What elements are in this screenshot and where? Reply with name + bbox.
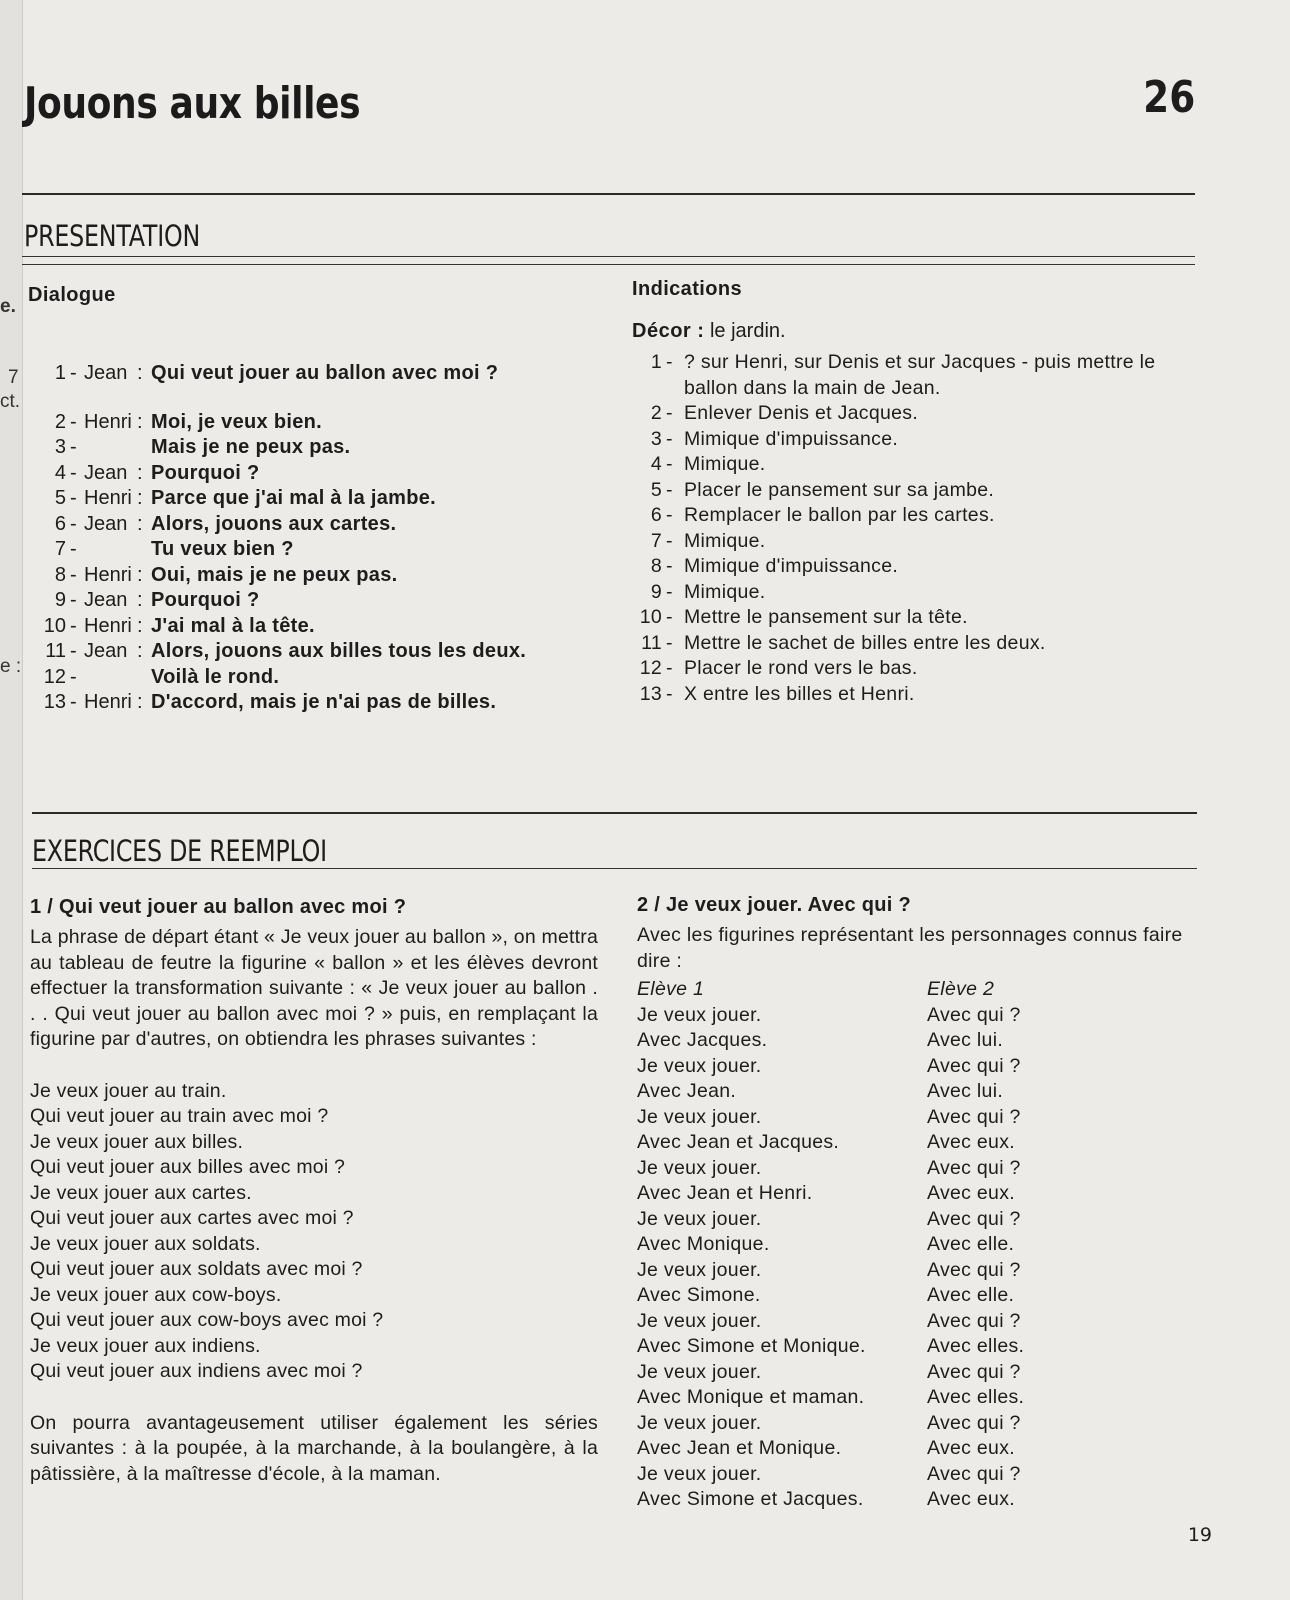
- left-page-edge: [0, 0, 23, 1600]
- margin-bleed-text: e.: [0, 296, 16, 317]
- example-sentence: Qui veut jouer aux billes avec moi ?: [30, 1156, 346, 1178]
- student-2-line: Avec eux.: [927, 1437, 1015, 1459]
- speaker-colon: :: [137, 487, 143, 509]
- example-sentence: Qui veut jouer aux indiens avec moi ?: [30, 1360, 363, 1382]
- dialogue-pair: [637, 1436, 1207, 1462]
- dialogue-text: Mais je ne peux pas.: [151, 436, 351, 458]
- indication-dash: -: [666, 529, 673, 552]
- exercise-2: [637, 894, 1207, 1513]
- line-dash: -: [70, 614, 77, 637]
- indication-item: [632, 631, 1212, 657]
- student-1-line: Je veux jouer.: [637, 1207, 762, 1230]
- indication-dash: -: [666, 427, 673, 450]
- student-2-line: Avec qui ?: [927, 1003, 1021, 1026]
- indication-text: Mimique d'impuissance.: [684, 427, 899, 450]
- dialogue-pair: [637, 1258, 1207, 1284]
- indication-text: Mimique.: [684, 529, 766, 552]
- dialogue-line: [26, 513, 606, 539]
- student-1-line: Avec Jean et Jacques.: [637, 1131, 840, 1153]
- dialogue-line: [26, 436, 606, 462]
- indication-dash: -: [666, 606, 673, 628]
- indication-number: 7: [650, 529, 662, 552]
- dialogue-pair: [637, 1385, 1207, 1411]
- speaker-colon: :: [137, 589, 143, 611]
- section-heading-presentation: PRESENTATION: [24, 219, 200, 253]
- indication-text: Mettre le pansement sur la tête.: [684, 606, 968, 628]
- indication-number: 11: [641, 631, 662, 654]
- speaker-colon: :: [137, 640, 143, 662]
- speaker: Jean: [84, 589, 128, 611]
- margin-bleed-text: ct.: [0, 391, 21, 412]
- divider: [22, 264, 1195, 265]
- line-number: 8: [54, 563, 66, 586]
- indication-dash: -: [666, 453, 673, 475]
- indication-number: 6: [650, 504, 662, 526]
- indication-dash: -: [666, 580, 673, 603]
- line-dash: -: [70, 563, 77, 586]
- dialogue-pair: [637, 1105, 1207, 1131]
- dialogue-pair: [637, 1207, 1207, 1233]
- indication-number: 9: [650, 580, 662, 603]
- dialogue-line: [26, 640, 606, 666]
- example-sentence: Je veux jouer aux cow-boys.: [30, 1283, 282, 1306]
- student-2-line: Avec elle.: [927, 1233, 1015, 1255]
- margin-bleed-text: e :: [0, 656, 22, 677]
- speaker: Henri: [84, 691, 132, 713]
- line-number: 6: [54, 512, 66, 535]
- speaker: Jean: [84, 461, 128, 484]
- student-2-line: Avec qui ?: [927, 1156, 1021, 1179]
- speaker-colon: :: [137, 691, 143, 713]
- col1-label: Elève 1: [637, 978, 705, 1000]
- dialogue-pair: [637, 1462, 1207, 1488]
- dialogue-line: [26, 362, 606, 388]
- student-1-line: Je veux jouer.: [637, 1309, 762, 1332]
- example-sentence: Qui veut jouer aux cartes avec moi ?: [30, 1207, 354, 1229]
- indication-dash: -: [666, 555, 673, 577]
- page-title: Jouons aux billes: [24, 78, 361, 129]
- exercise-2-title: 2 / Je veux jouer. Avec qui ?: [637, 894, 911, 916]
- indication-item: [632, 605, 1212, 631]
- student-1-line: Avec Simone.: [637, 1284, 761, 1306]
- line-number: 5: [54, 487, 66, 509]
- student-1-line: Je veux jouer.: [637, 1258, 762, 1281]
- line-dash: -: [70, 410, 77, 433]
- indication-text: Mettre le sachet de billes entre les deux.: [684, 631, 1046, 654]
- dialogue-line: [26, 564, 606, 590]
- student-1-line: Je veux jouer.: [637, 1054, 762, 1077]
- line-dash: -: [70, 665, 77, 688]
- student-2-line: Avec eux.: [927, 1182, 1015, 1204]
- student-2-line: Avec qui ?: [927, 1105, 1021, 1128]
- student-2-line: Avec lui.: [927, 1029, 1004, 1051]
- divider: [32, 812, 1197, 814]
- student-2-line: Avec qui ?: [927, 1411, 1021, 1434]
- indication-dash: -: [666, 657, 673, 679]
- example-sentence: Je veux jouer aux cartes.: [30, 1181, 252, 1204]
- dialogue-text: J'ai mal à la tête.: [151, 614, 315, 637]
- student-2-line: Avec qui ?: [927, 1054, 1021, 1077]
- dialogue-pair: [637, 1003, 1207, 1029]
- line-dash: -: [70, 538, 77, 560]
- indication-number: 12: [639, 657, 662, 679]
- indication-text: Placer le pansement sur sa jambe.: [684, 478, 995, 501]
- student-2-line: Avec elles.: [927, 1335, 1025, 1357]
- line-number: 10: [43, 614, 66, 637]
- decor-label: Décor :: [632, 320, 705, 342]
- decor-value: le jardin.: [709, 320, 786, 342]
- speaker-colon: :: [137, 410, 143, 433]
- student-1-line: Je veux jouer.: [637, 1156, 762, 1179]
- dialogue-pair: [637, 1028, 1207, 1054]
- student-2-line: Avec lui.: [927, 1080, 1004, 1102]
- indication-number: 4: [650, 453, 662, 475]
- student-1-line: Avec Jacques.: [637, 1029, 768, 1051]
- line-number: 11: [45, 640, 66, 662]
- pair-header: [637, 977, 1207, 1003]
- student-1-line: Avec Jean et Henri.: [637, 1182, 813, 1204]
- col2-label: Elève 2: [927, 978, 995, 1000]
- line-number: 9: [54, 589, 66, 611]
- indication-text: Mimique.: [684, 453, 766, 475]
- dialogue-text: Voilà le rond.: [151, 665, 280, 688]
- dialogue-line: [26, 411, 606, 437]
- indication-text: Placer le rond vers le bas.: [684, 657, 918, 679]
- indication-number: 10: [639, 606, 662, 628]
- dialogue-line: [26, 691, 606, 717]
- indication-item: [632, 478, 1212, 504]
- indication-dash: -: [666, 402, 673, 424]
- student-2-line: Avec elle.: [927, 1284, 1015, 1306]
- dialogue-text: Pourquoi ?: [151, 461, 260, 484]
- line-number: 4: [54, 461, 66, 484]
- dialogue-text: Parce que j'ai mal à la jambe.: [151, 487, 437, 509]
- exercise-2-pairs: [637, 977, 1207, 1513]
- margin-bleed-text: 7: [8, 367, 19, 388]
- speaker: Jean: [84, 362, 128, 384]
- indication-item: [632, 427, 1212, 453]
- line-dash: -: [70, 362, 77, 384]
- divider: [32, 868, 1197, 869]
- dialogue-pair: [637, 1283, 1207, 1309]
- student-2-line: Avec eux.: [927, 1488, 1015, 1510]
- line-number: 3: [54, 436, 66, 458]
- speaker-colon: :: [137, 512, 143, 535]
- line-number: 13: [43, 691, 66, 713]
- indication-number: 3: [650, 427, 662, 450]
- student-1-line: Je veux jouer.: [637, 1003, 762, 1026]
- student-1-line: Avec Simone et Monique.: [637, 1335, 866, 1357]
- speaker-colon: :: [137, 614, 143, 637]
- example-sentence: Qui veut jouer au train avec moi ?: [30, 1105, 329, 1127]
- exercise-1-intro: La phrase de départ étant « Je veux jouer au ballon », on mettra au tableau de feutre la figurine « ballon » et les élèves devront effectuer la transformation suivante : « Je veux jouer au ballon . . . Qui veut jouer au ballon avec moi ? » puis, en remplaçant la figurine par d'autres, on obtiendra les phrases suivantes :: [30, 926, 598, 1050]
- dialogue-line: [26, 615, 606, 641]
- indication-dash: -: [666, 631, 673, 654]
- student-1-line: Avec Monique et maman.: [637, 1386, 865, 1408]
- line-dash: -: [70, 589, 77, 611]
- speaker: Henri: [84, 487, 132, 509]
- dialogue-line: [26, 666, 606, 692]
- dialogue-pair: [637, 1130, 1207, 1156]
- line-dash: -: [70, 461, 77, 484]
- dialogue-pair: [637, 1309, 1207, 1335]
- example-sentence: Qui veut jouer aux cow-boys avec moi ?: [30, 1309, 384, 1331]
- exercise-1: [30, 896, 598, 1487]
- indication-item: [632, 580, 1212, 606]
- line-dash: -: [70, 512, 77, 535]
- dialogue-line: [26, 487, 606, 513]
- dialogue-pair: [637, 1156, 1207, 1182]
- student-1-line: Avec Jean et Monique.: [637, 1437, 842, 1459]
- example-sentence: Je veux jouer aux soldats.: [30, 1232, 261, 1255]
- indications-list: [632, 350, 1212, 707]
- student-2-line: Avec qui ?: [927, 1207, 1021, 1230]
- line-number: 12: [43, 665, 66, 688]
- student-1-line: Je veux jouer.: [637, 1411, 762, 1434]
- decor-line: [632, 320, 786, 343]
- line-number: 2: [54, 410, 66, 433]
- exercise-1-title: 1 / Qui veut jouer au ballon avec moi ?: [30, 896, 407, 918]
- dialogue-text: Moi, je veux bien.: [151, 410, 322, 433]
- student-2-line: Avec eux.: [927, 1131, 1015, 1153]
- exercise-2-intro: Avec les figurines représentant les personnages connus faire dire :: [637, 924, 1183, 972]
- student-1-line: Avec Simone et Jacques.: [637, 1488, 864, 1510]
- indication-item: [632, 401, 1212, 427]
- example-sentence: Je veux jouer aux indiens.: [30, 1334, 261, 1357]
- dialogue-text: Oui, mais je ne peux pas.: [151, 563, 398, 586]
- student-1-line: Avec Jean.: [637, 1080, 737, 1102]
- dialogue-line: [26, 538, 606, 564]
- indication-item: [632, 529, 1212, 555]
- indication-dash: -: [666, 682, 673, 705]
- section-heading-exercices: EXERCICES DE REEMPLOI: [32, 834, 327, 868]
- student-1-line: Je veux jouer.: [637, 1105, 762, 1128]
- indications-heading: Indications: [632, 278, 742, 300]
- indication-text: X entre les billes et Henri.: [684, 682, 915, 705]
- indication-dash: -: [666, 478, 673, 501]
- indication-number: 13: [639, 682, 662, 705]
- speaker-colon: :: [137, 362, 143, 384]
- exercise-1-final: On pourra avantageusement utiliser également les séries suivantes : à la poupée, à la marchande, à la boulangère, à la pâtissière, à la maîtresse d'école, à la maman.: [30, 1411, 598, 1485]
- indication-item: [632, 503, 1212, 529]
- indication-text: Enlever Denis et Jacques.: [684, 402, 919, 424]
- dialogue-text: Qui veut jouer au ballon avec moi ?: [151, 362, 499, 384]
- dialogue-pair: [637, 1054, 1207, 1080]
- line-dash: -: [70, 691, 77, 713]
- example-sentence: Qui veut jouer aux soldats avec moi ?: [30, 1258, 363, 1280]
- dialogue-pair: [637, 1079, 1207, 1105]
- speaker: Henri: [84, 563, 132, 586]
- line-dash: -: [70, 640, 77, 662]
- student-2-line: Avec qui ?: [927, 1462, 1021, 1485]
- dialogue-pair: [637, 1232, 1207, 1258]
- speaker: Henri: [84, 410, 132, 433]
- indication-number: 5: [650, 478, 662, 501]
- indication-item: [632, 554, 1212, 580]
- dialogue-pair: [637, 1360, 1207, 1386]
- indication-text: Mimique d'impuissance.: [684, 555, 899, 577]
- student-2-line: Avec qui ?: [927, 1309, 1021, 1332]
- indication-number: 2: [650, 402, 662, 424]
- dialogue-pair: [637, 1487, 1207, 1513]
- speaker-colon: :: [137, 563, 143, 586]
- dialogue-list: [26, 362, 606, 717]
- dialogue-heading: Dialogue: [28, 284, 116, 306]
- example-sentence: Je veux jouer au train.: [30, 1079, 227, 1102]
- indication-item: [632, 350, 1212, 401]
- dialogue-line: [26, 462, 606, 488]
- exercise-1-sentences: [30, 1079, 598, 1385]
- dialogue-text: Alors, jouons aux cartes.: [151, 512, 397, 535]
- line-number: 7: [54, 538, 66, 560]
- dialogue-text: D'accord, mais je n'ai pas de billes.: [151, 691, 497, 713]
- dialogue-text: Tu veux bien ?: [151, 538, 294, 560]
- speaker: Jean: [84, 512, 128, 535]
- dialogue-pair: [637, 1334, 1207, 1360]
- speaker: Jean: [84, 640, 128, 662]
- student-2-line: Avec elles.: [927, 1386, 1025, 1408]
- lesson-number: 26: [1142, 72, 1195, 123]
- dialogue-pair: [637, 1181, 1207, 1207]
- example-sentence: Je veux jouer aux billes.: [30, 1130, 244, 1153]
- indication-dash: -: [666, 504, 673, 526]
- speaker-colon: :: [137, 461, 143, 484]
- indication-item: [632, 682, 1212, 708]
- line-number: 1: [54, 362, 66, 384]
- indication-number: 1: [650, 351, 662, 373]
- dialogue-text: Pourquoi ?: [151, 589, 260, 611]
- divider: [22, 256, 1195, 257]
- indication-text: ? sur Henri, sur Denis et sur Jacques - puis mettre le ballon dans la main de Jean.: [684, 351, 1156, 399]
- student-1-line: Avec Monique.: [637, 1233, 770, 1255]
- indication-item: [632, 452, 1212, 478]
- indication-text: Remplacer le ballon par les cartes.: [684, 504, 995, 526]
- student-1-line: Je veux jouer.: [637, 1462, 762, 1485]
- student-2-line: Avec qui ?: [927, 1258, 1021, 1281]
- line-dash: -: [70, 487, 77, 509]
- divider: [22, 193, 1195, 195]
- indication-number: 8: [650, 555, 662, 577]
- dialogue-line: [26, 589, 606, 615]
- indication-dash: -: [666, 351, 673, 373]
- student-1-line: Je veux jouer.: [637, 1360, 762, 1383]
- indication-text: Mimique.: [684, 580, 766, 603]
- dialogue-text: Alors, jouons aux billes tous les deux.: [151, 640, 527, 662]
- page-footer-number: 19: [1187, 1524, 1212, 1546]
- student-2-line: Avec qui ?: [927, 1360, 1021, 1383]
- dialogue-pair: [637, 1411, 1207, 1437]
- line-dash: -: [70, 436, 77, 458]
- indication-item: [632, 656, 1212, 682]
- speaker: Henri: [84, 614, 132, 637]
